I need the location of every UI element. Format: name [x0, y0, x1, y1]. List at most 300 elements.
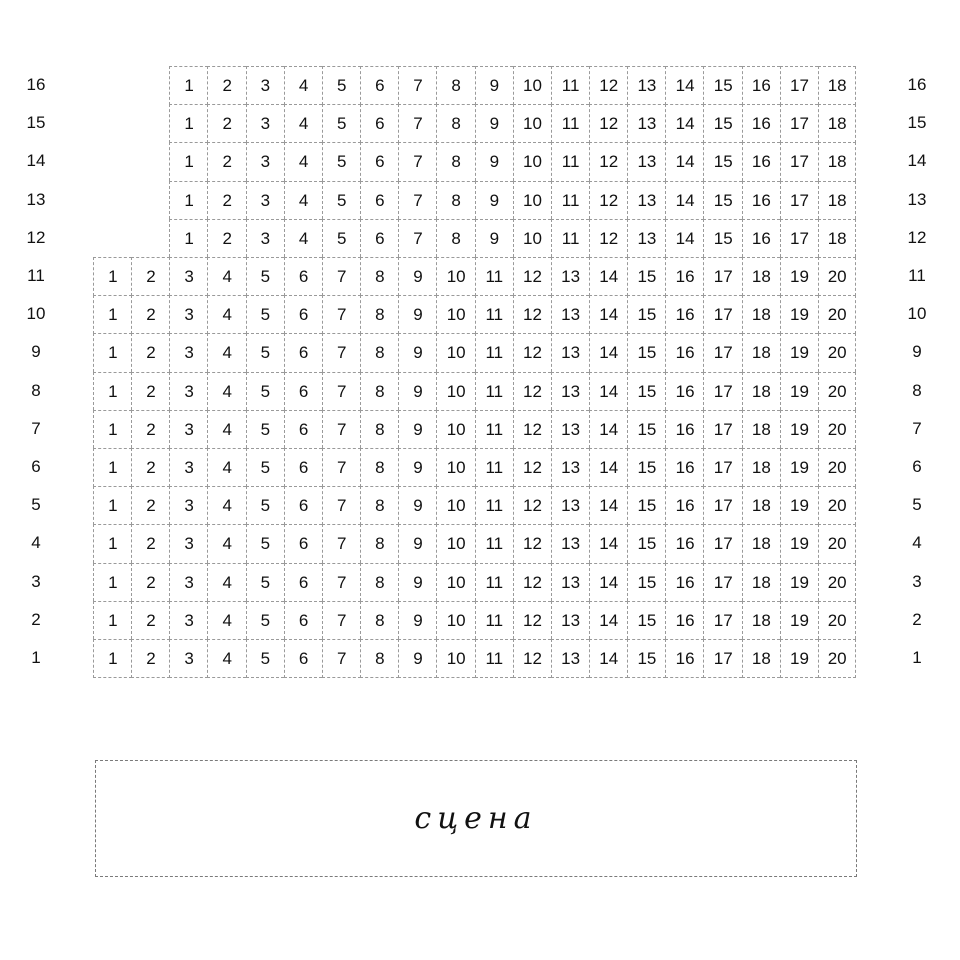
seat-row-3-seat-7[interactable]: 7	[322, 563, 361, 602]
seat-row-12-seat-13[interactable]: 13	[627, 219, 666, 258]
seat-row-4-seat-3[interactable]: 3	[169, 524, 208, 563]
seat-row-4-seat-16[interactable]: 16	[665, 524, 704, 563]
seat-row-5-seat-5[interactable]: 5	[246, 486, 285, 525]
seat-row-9-seat-17[interactable]: 17	[703, 333, 742, 372]
seat-row-4-seat-18[interactable]: 18	[742, 524, 781, 563]
seat-row-7-seat-16[interactable]: 16	[665, 410, 704, 449]
seat-row-6-seat-17[interactable]: 17	[703, 448, 742, 487]
seat-row-5-seat-15[interactable]: 15	[627, 486, 666, 525]
seat-row-2-seat-14[interactable]: 14	[589, 601, 628, 640]
seat-row-1-seat-2[interactable]: 2	[131, 639, 170, 678]
seat-row-1-seat-18[interactable]: 18	[742, 639, 781, 678]
seat-row-16-seat-11[interactable]: 11	[551, 66, 590, 105]
seat-row-2-seat-19[interactable]: 19	[780, 601, 819, 640]
seat-row-14-seat-5[interactable]: 5	[322, 142, 361, 181]
seat-row-3-seat-16[interactable]: 16	[665, 563, 704, 602]
seat-row-15-seat-15[interactable]: 15	[703, 104, 742, 143]
seat-row-15-seat-1[interactable]: 1	[169, 104, 208, 143]
seat-row-7-seat-2[interactable]: 2	[131, 410, 170, 449]
seat-row-1-seat-19[interactable]: 19	[780, 639, 819, 678]
seat-row-8-seat-6[interactable]: 6	[284, 372, 323, 411]
seat-row-5-seat-12[interactable]: 12	[513, 486, 552, 525]
seat-row-15-seat-9[interactable]: 9	[475, 104, 514, 143]
seat-row-9-seat-7[interactable]: 7	[322, 333, 361, 372]
seat-row-7-seat-20[interactable]: 20	[818, 410, 857, 449]
seat-row-3-seat-12[interactable]: 12	[513, 563, 552, 602]
seat-row-8-seat-2[interactable]: 2	[131, 372, 170, 411]
seat-row-15-seat-4[interactable]: 4	[284, 104, 323, 143]
seat-row-11-seat-5[interactable]: 5	[246, 257, 285, 296]
seat-row-4-seat-13[interactable]: 13	[551, 524, 590, 563]
seat-row-3-seat-10[interactable]: 10	[436, 563, 475, 602]
seat-row-7-seat-17[interactable]: 17	[703, 410, 742, 449]
seat-row-8-seat-17[interactable]: 17	[703, 372, 742, 411]
seat-row-13-seat-15[interactable]: 15	[703, 181, 742, 220]
seat-row-6-seat-11[interactable]: 11	[475, 448, 514, 487]
seat-row-10-seat-12[interactable]: 12	[513, 295, 552, 334]
seat-row-1-seat-8[interactable]: 8	[360, 639, 399, 678]
seat-row-12-seat-15[interactable]: 15	[703, 219, 742, 258]
seat-row-13-seat-7[interactable]: 7	[398, 181, 437, 220]
seat-row-5-seat-17[interactable]: 17	[703, 486, 742, 525]
seat-row-6-seat-8[interactable]: 8	[360, 448, 399, 487]
seat-row-1-seat-13[interactable]: 13	[551, 639, 590, 678]
seat-row-5-seat-10[interactable]: 10	[436, 486, 475, 525]
seat-row-7-seat-1[interactable]: 1	[93, 410, 132, 449]
seat-row-15-seat-13[interactable]: 13	[627, 104, 666, 143]
seat-row-5-seat-9[interactable]: 9	[398, 486, 437, 525]
seat-row-3-seat-3[interactable]: 3	[169, 563, 208, 602]
seat-row-3-seat-13[interactable]: 13	[551, 563, 590, 602]
seat-row-12-seat-11[interactable]: 11	[551, 219, 590, 258]
seat-row-15-seat-8[interactable]: 8	[436, 104, 475, 143]
seat-row-2-seat-3[interactable]: 3	[169, 601, 208, 640]
seat-row-13-seat-3[interactable]: 3	[246, 181, 285, 220]
seat-row-13-seat-17[interactable]: 17	[780, 181, 819, 220]
seat-row-10-seat-11[interactable]: 11	[475, 295, 514, 334]
seat-row-12-seat-17[interactable]: 17	[780, 219, 819, 258]
seat-row-6-seat-15[interactable]: 15	[627, 448, 666, 487]
seat-row-1-seat-3[interactable]: 3	[169, 639, 208, 678]
seat-row-14-seat-10[interactable]: 10	[513, 142, 552, 181]
seat-row-3-seat-18[interactable]: 18	[742, 563, 781, 602]
seat-row-8-seat-19[interactable]: 19	[780, 372, 819, 411]
seat-row-1-seat-16[interactable]: 16	[665, 639, 704, 678]
seat-row-13-seat-18[interactable]: 18	[818, 181, 857, 220]
seat-row-9-seat-9[interactable]: 9	[398, 333, 437, 372]
seat-row-14-seat-9[interactable]: 9	[475, 142, 514, 181]
seat-row-14-seat-8[interactable]: 8	[436, 142, 475, 181]
seat-row-5-seat-4[interactable]: 4	[207, 486, 246, 525]
seat-row-16-seat-3[interactable]: 3	[246, 66, 285, 105]
seat-row-7-seat-9[interactable]: 9	[398, 410, 437, 449]
seat-row-12-seat-5[interactable]: 5	[322, 219, 361, 258]
seat-row-8-seat-16[interactable]: 16	[665, 372, 704, 411]
seat-row-16-seat-1[interactable]: 1	[169, 66, 208, 105]
seat-row-7-seat-14[interactable]: 14	[589, 410, 628, 449]
seat-row-14-seat-7[interactable]: 7	[398, 142, 437, 181]
seat-row-7-seat-12[interactable]: 12	[513, 410, 552, 449]
seat-row-9-seat-4[interactable]: 4	[207, 333, 246, 372]
seat-row-15-seat-5[interactable]: 5	[322, 104, 361, 143]
seat-row-16-seat-17[interactable]: 17	[780, 66, 819, 105]
seat-row-15-seat-16[interactable]: 16	[742, 104, 781, 143]
seat-row-6-seat-13[interactable]: 13	[551, 448, 590, 487]
seat-row-1-seat-5[interactable]: 5	[246, 639, 285, 678]
seat-row-8-seat-9[interactable]: 9	[398, 372, 437, 411]
seat-row-1-seat-9[interactable]: 9	[398, 639, 437, 678]
seat-row-10-seat-14[interactable]: 14	[589, 295, 628, 334]
seat-row-5-seat-11[interactable]: 11	[475, 486, 514, 525]
seat-row-2-seat-11[interactable]: 11	[475, 601, 514, 640]
seat-row-6-seat-5[interactable]: 5	[246, 448, 285, 487]
seat-row-15-seat-10[interactable]: 10	[513, 104, 552, 143]
seat-row-7-seat-11[interactable]: 11	[475, 410, 514, 449]
seat-row-3-seat-1[interactable]: 1	[93, 563, 132, 602]
seat-row-10-seat-3[interactable]: 3	[169, 295, 208, 334]
seat-row-16-seat-14[interactable]: 14	[665, 66, 704, 105]
seat-row-4-seat-5[interactable]: 5	[246, 524, 285, 563]
seat-row-8-seat-3[interactable]: 3	[169, 372, 208, 411]
seat-row-13-seat-8[interactable]: 8	[436, 181, 475, 220]
seat-row-4-seat-14[interactable]: 14	[589, 524, 628, 563]
seat-row-14-seat-16[interactable]: 16	[742, 142, 781, 181]
seat-row-11-seat-6[interactable]: 6	[284, 257, 323, 296]
seat-row-6-seat-1[interactable]: 1	[93, 448, 132, 487]
seat-row-13-seat-2[interactable]: 2	[207, 181, 246, 220]
seat-row-13-seat-16[interactable]: 16	[742, 181, 781, 220]
seat-row-5-seat-20[interactable]: 20	[818, 486, 857, 525]
seat-row-9-seat-14[interactable]: 14	[589, 333, 628, 372]
seat-row-5-seat-1[interactable]: 1	[93, 486, 132, 525]
seat-row-9-seat-2[interactable]: 2	[131, 333, 170, 372]
seat-row-10-seat-10[interactable]: 10	[436, 295, 475, 334]
seat-row-6-seat-20[interactable]: 20	[818, 448, 857, 487]
seat-row-14-seat-15[interactable]: 15	[703, 142, 742, 181]
seat-row-13-seat-10[interactable]: 10	[513, 181, 552, 220]
seat-row-6-seat-3[interactable]: 3	[169, 448, 208, 487]
seat-row-14-seat-3[interactable]: 3	[246, 142, 285, 181]
seat-row-2-seat-5[interactable]: 5	[246, 601, 285, 640]
seat-row-9-seat-18[interactable]: 18	[742, 333, 781, 372]
seat-row-12-seat-8[interactable]: 8	[436, 219, 475, 258]
seat-row-13-seat-1[interactable]: 1	[169, 181, 208, 220]
seat-row-12-seat-14[interactable]: 14	[665, 219, 704, 258]
seat-row-3-seat-15[interactable]: 15	[627, 563, 666, 602]
seat-row-3-seat-2[interactable]: 2	[131, 563, 170, 602]
seat-row-6-seat-18[interactable]: 18	[742, 448, 781, 487]
seat-row-11-seat-20[interactable]: 20	[818, 257, 857, 296]
seat-row-7-seat-13[interactable]: 13	[551, 410, 590, 449]
seat-row-1-seat-11[interactable]: 11	[475, 639, 514, 678]
seat-row-4-seat-12[interactable]: 12	[513, 524, 552, 563]
seat-row-10-seat-9[interactable]: 9	[398, 295, 437, 334]
seat-row-10-seat-18[interactable]: 18	[742, 295, 781, 334]
seat-row-7-seat-6[interactable]: 6	[284, 410, 323, 449]
seat-row-5-seat-3[interactable]: 3	[169, 486, 208, 525]
seat-row-14-seat-13[interactable]: 13	[627, 142, 666, 181]
seat-row-16-seat-12[interactable]: 12	[589, 66, 628, 105]
seat-row-15-seat-3[interactable]: 3	[246, 104, 285, 143]
seat-row-2-seat-1[interactable]: 1	[93, 601, 132, 640]
seat-row-1-seat-1[interactable]: 1	[93, 639, 132, 678]
seat-row-16-seat-10[interactable]: 10	[513, 66, 552, 105]
seat-row-12-seat-10[interactable]: 10	[513, 219, 552, 258]
seat-row-14-seat-17[interactable]: 17	[780, 142, 819, 181]
seat-row-12-seat-3[interactable]: 3	[246, 219, 285, 258]
seat-row-3-seat-5[interactable]: 5	[246, 563, 285, 602]
seat-row-2-seat-10[interactable]: 10	[436, 601, 475, 640]
seat-row-3-seat-14[interactable]: 14	[589, 563, 628, 602]
seat-row-15-seat-12[interactable]: 12	[589, 104, 628, 143]
seat-row-16-seat-18[interactable]: 18	[818, 66, 857, 105]
seat-row-6-seat-7[interactable]: 7	[322, 448, 361, 487]
seat-row-15-seat-18[interactable]: 18	[818, 104, 857, 143]
seat-row-9-seat-12[interactable]: 12	[513, 333, 552, 372]
seat-row-6-seat-10[interactable]: 10	[436, 448, 475, 487]
seat-row-3-seat-17[interactable]: 17	[703, 563, 742, 602]
seat-row-6-seat-6[interactable]: 6	[284, 448, 323, 487]
seat-row-6-seat-9[interactable]: 9	[398, 448, 437, 487]
seat-row-14-seat-4[interactable]: 4	[284, 142, 323, 181]
seat-row-9-seat-11[interactable]: 11	[475, 333, 514, 372]
seat-row-10-seat-16[interactable]: 16	[665, 295, 704, 334]
seat-row-10-seat-6[interactable]: 6	[284, 295, 323, 334]
seat-row-3-seat-6[interactable]: 6	[284, 563, 323, 602]
seat-row-1-seat-7[interactable]: 7	[322, 639, 361, 678]
seat-row-9-seat-10[interactable]: 10	[436, 333, 475, 372]
seat-row-2-seat-20[interactable]: 20	[818, 601, 857, 640]
seat-row-14-seat-18[interactable]: 18	[818, 142, 857, 181]
seat-row-11-seat-13[interactable]: 13	[551, 257, 590, 296]
seat-row-14-seat-2[interactable]: 2	[207, 142, 246, 181]
seat-row-11-seat-12[interactable]: 12	[513, 257, 552, 296]
seat-row-11-seat-19[interactable]: 19	[780, 257, 819, 296]
seat-row-9-seat-1[interactable]: 1	[93, 333, 132, 372]
seat-row-11-seat-17[interactable]: 17	[703, 257, 742, 296]
seat-row-10-seat-19[interactable]: 19	[780, 295, 819, 334]
seat-row-13-seat-13[interactable]: 13	[627, 181, 666, 220]
seat-row-2-seat-6[interactable]: 6	[284, 601, 323, 640]
seat-row-1-seat-14[interactable]: 14	[589, 639, 628, 678]
seat-row-13-seat-5[interactable]: 5	[322, 181, 361, 220]
seat-row-7-seat-8[interactable]: 8	[360, 410, 399, 449]
seat-row-2-seat-4[interactable]: 4	[207, 601, 246, 640]
seat-row-3-seat-4[interactable]: 4	[207, 563, 246, 602]
seat-row-15-seat-14[interactable]: 14	[665, 104, 704, 143]
seat-row-10-seat-2[interactable]: 2	[131, 295, 170, 334]
seat-row-12-seat-7[interactable]: 7	[398, 219, 437, 258]
seat-row-10-seat-7[interactable]: 7	[322, 295, 361, 334]
seat-row-11-seat-16[interactable]: 16	[665, 257, 704, 296]
seat-row-1-seat-6[interactable]: 6	[284, 639, 323, 678]
seat-row-15-seat-11[interactable]: 11	[551, 104, 590, 143]
seat-row-6-seat-4[interactable]: 4	[207, 448, 246, 487]
seat-row-8-seat-7[interactable]: 7	[322, 372, 361, 411]
seat-row-11-seat-18[interactable]: 18	[742, 257, 781, 296]
seat-row-9-seat-8[interactable]: 8	[360, 333, 399, 372]
seat-row-9-seat-19[interactable]: 19	[780, 333, 819, 372]
seat-row-3-seat-11[interactable]: 11	[475, 563, 514, 602]
seat-row-10-seat-20[interactable]: 20	[818, 295, 857, 334]
seat-row-9-seat-3[interactable]: 3	[169, 333, 208, 372]
seat-row-6-seat-19[interactable]: 19	[780, 448, 819, 487]
seat-row-11-seat-8[interactable]: 8	[360, 257, 399, 296]
seat-row-5-seat-8[interactable]: 8	[360, 486, 399, 525]
seat-row-7-seat-3[interactable]: 3	[169, 410, 208, 449]
seat-row-6-seat-14[interactable]: 14	[589, 448, 628, 487]
seat-row-7-seat-18[interactable]: 18	[742, 410, 781, 449]
seat-row-14-seat-1[interactable]: 1	[169, 142, 208, 181]
seat-row-9-seat-20[interactable]: 20	[818, 333, 857, 372]
seat-row-8-seat-5[interactable]: 5	[246, 372, 285, 411]
seat-row-1-seat-15[interactable]: 15	[627, 639, 666, 678]
seat-row-16-seat-8[interactable]: 8	[436, 66, 475, 105]
seat-row-4-seat-17[interactable]: 17	[703, 524, 742, 563]
seat-row-10-seat-13[interactable]: 13	[551, 295, 590, 334]
seat-row-8-seat-13[interactable]: 13	[551, 372, 590, 411]
seat-row-4-seat-20[interactable]: 20	[818, 524, 857, 563]
seat-row-7-seat-10[interactable]: 10	[436, 410, 475, 449]
seat-row-2-seat-8[interactable]: 8	[360, 601, 399, 640]
seat-row-11-seat-7[interactable]: 7	[322, 257, 361, 296]
seat-row-2-seat-17[interactable]: 17	[703, 601, 742, 640]
seat-row-5-seat-6[interactable]: 6	[284, 486, 323, 525]
seat-row-12-seat-16[interactable]: 16	[742, 219, 781, 258]
seat-row-4-seat-2[interactable]: 2	[131, 524, 170, 563]
seat-row-10-seat-4[interactable]: 4	[207, 295, 246, 334]
seat-row-13-seat-9[interactable]: 9	[475, 181, 514, 220]
seat-row-13-seat-14[interactable]: 14	[665, 181, 704, 220]
seat-row-4-seat-7[interactable]: 7	[322, 524, 361, 563]
seat-row-11-seat-11[interactable]: 11	[475, 257, 514, 296]
seat-row-5-seat-7[interactable]: 7	[322, 486, 361, 525]
seat-row-11-seat-3[interactable]: 3	[169, 257, 208, 296]
seat-row-16-seat-6[interactable]: 6	[360, 66, 399, 105]
seat-row-11-seat-4[interactable]: 4	[207, 257, 246, 296]
seat-row-10-seat-1[interactable]: 1	[93, 295, 132, 334]
seat-row-4-seat-6[interactable]: 6	[284, 524, 323, 563]
seat-row-7-seat-7[interactable]: 7	[322, 410, 361, 449]
seat-row-9-seat-5[interactable]: 5	[246, 333, 285, 372]
seat-row-11-seat-15[interactable]: 15	[627, 257, 666, 296]
seat-row-12-seat-6[interactable]: 6	[360, 219, 399, 258]
seat-row-10-seat-15[interactable]: 15	[627, 295, 666, 334]
seat-row-4-seat-15[interactable]: 15	[627, 524, 666, 563]
seat-row-4-seat-19[interactable]: 19	[780, 524, 819, 563]
seat-row-4-seat-4[interactable]: 4	[207, 524, 246, 563]
seat-row-2-seat-7[interactable]: 7	[322, 601, 361, 640]
seat-row-9-seat-15[interactable]: 15	[627, 333, 666, 372]
seat-row-8-seat-14[interactable]: 14	[589, 372, 628, 411]
seat-row-8-seat-15[interactable]: 15	[627, 372, 666, 411]
seat-row-7-seat-4[interactable]: 4	[207, 410, 246, 449]
seat-row-14-seat-14[interactable]: 14	[665, 142, 704, 181]
seat-row-16-seat-16[interactable]: 16	[742, 66, 781, 105]
seat-row-16-seat-13[interactable]: 13	[627, 66, 666, 105]
seat-row-7-seat-19[interactable]: 19	[780, 410, 819, 449]
seat-row-3-seat-8[interactable]: 8	[360, 563, 399, 602]
seat-row-2-seat-15[interactable]: 15	[627, 601, 666, 640]
seat-row-3-seat-20[interactable]: 20	[818, 563, 857, 602]
seat-row-11-seat-2[interactable]: 2	[131, 257, 170, 296]
seat-row-8-seat-1[interactable]: 1	[93, 372, 132, 411]
seat-row-4-seat-11[interactable]: 11	[475, 524, 514, 563]
seat-row-4-seat-10[interactable]: 10	[436, 524, 475, 563]
seat-row-2-seat-16[interactable]: 16	[665, 601, 704, 640]
seat-row-4-seat-1[interactable]: 1	[93, 524, 132, 563]
seat-row-11-seat-9[interactable]: 9	[398, 257, 437, 296]
seat-row-8-seat-18[interactable]: 18	[742, 372, 781, 411]
seat-row-6-seat-12[interactable]: 12	[513, 448, 552, 487]
seat-row-12-seat-18[interactable]: 18	[818, 219, 857, 258]
seat-row-13-seat-6[interactable]: 6	[360, 181, 399, 220]
seat-row-1-seat-12[interactable]: 12	[513, 639, 552, 678]
seat-row-1-seat-20[interactable]: 20	[818, 639, 857, 678]
seat-row-11-seat-10[interactable]: 10	[436, 257, 475, 296]
seat-row-4-seat-8[interactable]: 8	[360, 524, 399, 563]
seat-row-8-seat-10[interactable]: 10	[436, 372, 475, 411]
seat-row-3-seat-9[interactable]: 9	[398, 563, 437, 602]
seat-row-12-seat-9[interactable]: 9	[475, 219, 514, 258]
seat-row-5-seat-19[interactable]: 19	[780, 486, 819, 525]
seat-row-9-seat-6[interactable]: 6	[284, 333, 323, 372]
seat-row-7-seat-5[interactable]: 5	[246, 410, 285, 449]
seat-row-8-seat-11[interactable]: 11	[475, 372, 514, 411]
seat-row-10-seat-17[interactable]: 17	[703, 295, 742, 334]
seat-row-15-seat-6[interactable]: 6	[360, 104, 399, 143]
seat-row-8-seat-4[interactable]: 4	[207, 372, 246, 411]
seat-row-13-seat-12[interactable]: 12	[589, 181, 628, 220]
seat-row-16-seat-9[interactable]: 9	[475, 66, 514, 105]
seat-row-16-seat-4[interactable]: 4	[284, 66, 323, 105]
seat-row-2-seat-2[interactable]: 2	[131, 601, 170, 640]
seat-row-9-seat-13[interactable]: 13	[551, 333, 590, 372]
seat-row-2-seat-13[interactable]: 13	[551, 601, 590, 640]
seat-row-11-seat-1[interactable]: 1	[93, 257, 132, 296]
seat-row-2-seat-9[interactable]: 9	[398, 601, 437, 640]
seat-row-10-seat-5[interactable]: 5	[246, 295, 285, 334]
seat-row-5-seat-2[interactable]: 2	[131, 486, 170, 525]
seat-row-15-seat-7[interactable]: 7	[398, 104, 437, 143]
seat-row-5-seat-18[interactable]: 18	[742, 486, 781, 525]
seat-row-3-seat-19[interactable]: 19	[780, 563, 819, 602]
seat-row-14-seat-11[interactable]: 11	[551, 142, 590, 181]
seat-row-2-seat-18[interactable]: 18	[742, 601, 781, 640]
seat-row-15-seat-17[interactable]: 17	[780, 104, 819, 143]
seat-row-11-seat-14[interactable]: 14	[589, 257, 628, 296]
seat-row-12-seat-4[interactable]: 4	[284, 219, 323, 258]
seat-row-16-seat-15[interactable]: 15	[703, 66, 742, 105]
seat-row-5-seat-16[interactable]: 16	[665, 486, 704, 525]
seat-row-7-seat-15[interactable]: 15	[627, 410, 666, 449]
seat-row-8-seat-12[interactable]: 12	[513, 372, 552, 411]
seat-row-1-seat-4[interactable]: 4	[207, 639, 246, 678]
seat-row-8-seat-20[interactable]: 20	[818, 372, 857, 411]
seat-row-4-seat-9[interactable]: 9	[398, 524, 437, 563]
seat-row-13-seat-11[interactable]: 11	[551, 181, 590, 220]
seat-row-1-seat-17[interactable]: 17	[703, 639, 742, 678]
seat-row-5-seat-14[interactable]: 14	[589, 486, 628, 525]
seat-row-12-seat-2[interactable]: 2	[207, 219, 246, 258]
seat-row-14-seat-6[interactable]: 6	[360, 142, 399, 181]
seat-row-15-seat-2[interactable]: 2	[207, 104, 246, 143]
seat-row-16-seat-2[interactable]: 2	[207, 66, 246, 105]
seat-row-13-seat-4[interactable]: 4	[284, 181, 323, 220]
seat-row-12-seat-12[interactable]: 12	[589, 219, 628, 258]
seat-row-12-seat-1[interactable]: 1	[169, 219, 208, 258]
seat-row-14-seat-12[interactable]: 12	[589, 142, 628, 181]
